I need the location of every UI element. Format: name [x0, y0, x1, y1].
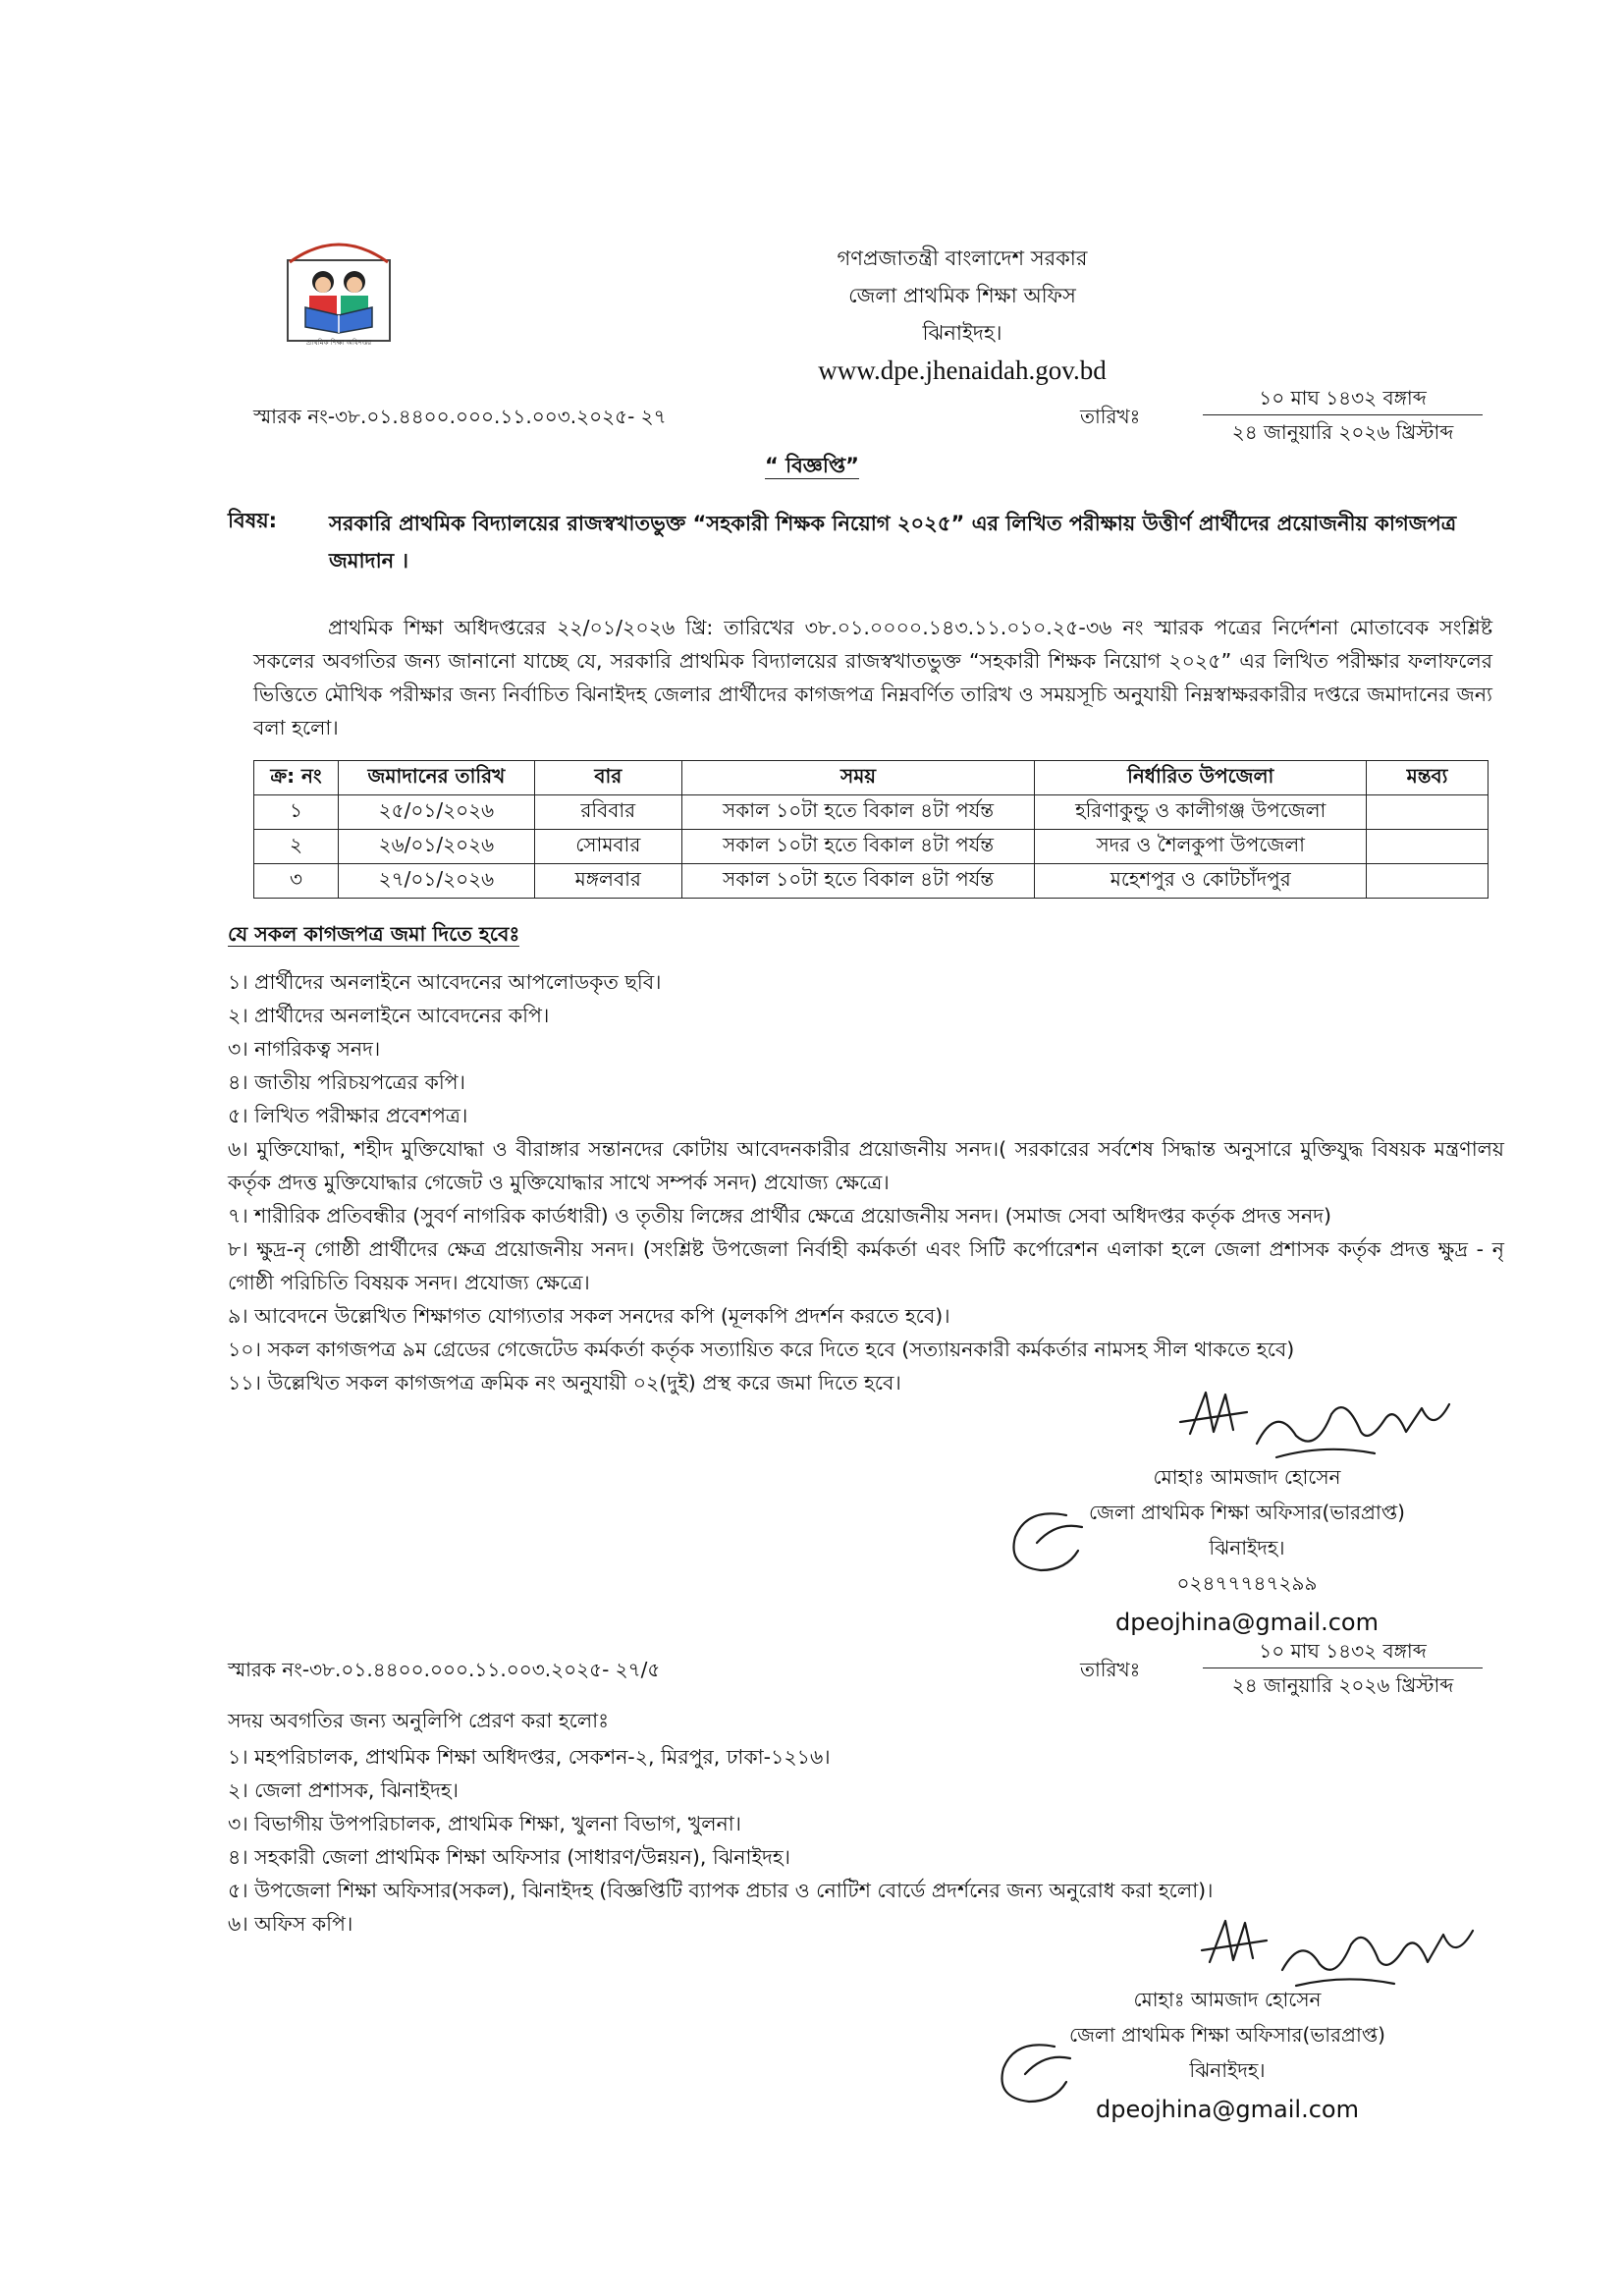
body-paragraph: প্রাথমিক শিক্ষা অধিদপ্তরের ২২/০১/২০২৬ খ্রি: তারিখের ৩৮.০১.০০০০.১৪৩.১১.০১০.২৫-৩৬ নং স্মারক পত্রের নির্দেশনা মোতাবেক সংশ্লিষ্ট সকলের অবগতির জন্য জানানো যাচ্ছে যে, সরকারি প্রাথমিক বিদ্যালয়ের রাজস্বখাতভুক্ত “সহকারী শিক্ষক নিয়োগ ২০২৫” এর লিখিত পরীক্ষার ফলাফলের ভিত্তিতে মৌখিক পরীক্ষার জন্য নির্বাচিত ঝিনাইদহ জেলার প্রার্থীদের কাগজপত্র নিম্নবর্ণিত তারিখ ও সময়সূচি অনুযায়ী নিম্নস্বাক্ষরকারীর দপ্তরে জমাদানের জন্য বলা হলো।	[253, 616, 1492, 739]
list-item: ৯। আবেদনে উল্লেখিত শিক্ষাগত যোগ্যতার সকল সনদের কপি (মূলকপি প্রদর্শন করতে হবে)।	[228, 1304, 950, 1328]
cell-time: সকাল ১০টা হতে বিকাল ৪টা পর্যন্ত	[681, 864, 1035, 899]
list-item: ৬। অফিস কপি।	[228, 1912, 353, 1936]
cell-remarks	[1367, 830, 1489, 864]
office-website: www.dpe.jhenaidah.gov.bd	[818, 355, 1107, 385]
table-row	[254, 864, 1489, 899]
list-item: ৪। সহকারী জেলা প্রাথমিক শিক্ষা অফিসার (সাধারণ/উন্নয়ন), ঝিনাইদহ।	[228, 1845, 790, 1869]
cell-upazila: মহেশপুর ও কোটচাঁদপুর	[1035, 864, 1367, 899]
government-name: গণপ্রজাতন্ত্রী বাংলাদেশ সরকার	[837, 246, 1088, 270]
office-header	[687, 240, 1237, 389]
header-upazila: নির্ধারিত উপজেলা	[1035, 761, 1367, 795]
date-label: তারিখঃ	[1080, 405, 1141, 428]
date-bangla: ১০ মাঘ ১৪৩২ বঙ্গাব্দ	[1203, 381, 1483, 415]
subject-label: বিষয়:	[228, 509, 278, 532]
cell-serial: ২	[254, 830, 339, 864]
cell-day: মঙ্গলবার	[534, 864, 681, 899]
cell-remarks	[1367, 864, 1489, 899]
office-name: জেলা প্রাথমিক শিক্ষা অফিস	[848, 284, 1076, 307]
list-item: ১০। সকল কাগজপত্র ৯ম গ্রেডের গেজেটেড কর্মকর্তা কর্তৃক সত্যায়িত করে দিতে হবে (সত্যায়নকারী কর্মকর্তার নামসহ সীল থাকতে হবে)	[228, 1338, 1295, 1361]
notice-title	[0, 450, 1624, 484]
list-item: ৫। উপজেলা শিক্ষা অফিসার(সকল), ঝিনাইদহ (বিজ্ঞপ্তিটি ব্যাপক প্রচার ও নোটিশ বোর্ডে প্রদর্শনের জন্য অনুরোধ করা হলো)।	[228, 1879, 1214, 1902]
list-item: ৩। নাগরিকত্ব সনদ।	[228, 1037, 381, 1061]
header-time: সময়	[681, 761, 1035, 795]
table-row	[254, 830, 1489, 864]
memo-date	[1203, 381, 1483, 449]
cell-day: রবিবার	[534, 795, 681, 830]
list-item: ৫। লিখিত পরীক্ষার প্রবেশপত্র।	[228, 1104, 468, 1127]
list-item: ১। প্রার্থীদের অনলাইনে আবেদনের আপলোডকৃত ছবি।	[228, 970, 662, 994]
schedule-table	[253, 760, 1489, 899]
documents-list	[228, 965, 1504, 1399]
signatory-place-2: ঝিনাইদহ।	[1189, 2058, 1266, 2082]
cell-time: সকাল ১০টা হতে বিকাল ৪টা পর্যন্ত	[681, 795, 1035, 830]
documents-heading	[228, 919, 519, 953]
memo-date-2	[1203, 1634, 1483, 1702]
office-location: ঝিনাইদহ।	[922, 321, 1002, 345]
cell-upazila: সদর ও শৈলকুপা উপজেলা	[1035, 830, 1367, 864]
signatory-designation: জেলা প্রাথমিক শিক্ষা অফিসার(ভারপ্রাপ্ত)	[1089, 1501, 1405, 1524]
header-day: বার	[534, 761, 681, 795]
cell-time: সকাল ১০টা হতে বিকাল ৪টা পর্যন্ত	[681, 830, 1035, 864]
children-reading-logo-icon	[280, 231, 398, 349]
cell-day: সোমবার	[534, 830, 681, 864]
header-date: জমাদানের তারিখ	[338, 761, 534, 795]
body-paragraph-block	[253, 611, 1492, 744]
header-remarks: মন্তব্য	[1367, 761, 1489, 795]
cell-date: ২৬/০১/২০২৬	[338, 830, 534, 864]
documents-heading-text: যে সকল কাগজপত্র জমা দিতে হবেঃ	[228, 922, 520, 946]
signature-block-1	[1041, 1459, 1453, 1644]
cell-date: ২৭/০১/২০২৬	[338, 864, 534, 899]
cell-upazila: হরিণাকুন্ডু ও কালীগঞ্জ উপজেলা	[1035, 795, 1367, 830]
dpe-logo	[280, 231, 398, 349]
schedule-header-row	[254, 761, 1489, 795]
signatory-name: মোহাঃ আমজাদ হোসেন	[1153, 1465, 1341, 1489]
subject-text: সরকারি প্রাথমিক বিদ্যালয়ের রাজস্বখাতভুক্ত “সহকারী শিক্ষক নিয়োগ ২০২৫” এর লিখিত পরীক্ষায় উত্তীর্ণ প্রার্থীদের প্রয়োজনীয় কাগজপত্র জমাদান ।	[329, 512, 1457, 573]
signatory-designation-2: জেলা প্রাথমিক শিক্ষা অফিসার(ভারপ্রাপ্ত)	[1069, 2023, 1385, 2047]
signatory-email: dpeojhina@gmail.com	[1115, 1609, 1379, 1636]
signatory-place: ঝিনাইদহ।	[1209, 1536, 1285, 1559]
date-bangla-2: ১০ মাঘ ১৪৩২ বঙ্গাব্দ	[1203, 1634, 1483, 1668]
memo-reference-2: স্মারক নং-৩৮.০১.৪৪০০.০০০.১১.০০৩.২০২৫- ২৭/৫	[228, 1658, 661, 1681]
list-item: ৩। বিভাগীয় উপপরিচালক, প্রাথমিক শিক্ষা, খুলনা বিভাগ, খুলনা।	[228, 1812, 742, 1835]
date-english-2: ২৪ জানুয়ারি ২০২৬ খ্রিস্টাব্দ	[1231, 1673, 1454, 1697]
cell-date: ২৫/০১/২০২৬	[338, 795, 534, 830]
cell-serial: ৩	[254, 864, 339, 899]
list-item: ৪। জাতীয় পরিচয়পত্রের কপি।	[228, 1070, 465, 1094]
list-item: ৭। শারীরিক প্রতিবন্ধীর (সুবর্ণ নাগরিক কার্ডধারী) ও তৃতীয় লিঙ্গের প্রার্থীর ক্ষেত্রে প্রয়োজনীয় সনদ। (সমাজ সেবা অধিদপ্তর কর্তৃক প্রদত্ত সনদ)	[228, 1204, 1332, 1228]
list-item: ১। মহপরিচালক, প্রাথমিক শিক্ষা অধিদপ্তর, সেকশন-২, মিরপুর, ঢাকা-১২১৬।	[228, 1745, 831, 1769]
list-item: ২। জেলা প্রশাসক, ঝিনাইদহ।	[228, 1778, 459, 1802]
cell-serial: ১	[254, 795, 339, 830]
list-item: ২। প্রার্থীদের অনলাইনে আবেদনের কপি।	[228, 1004, 550, 1027]
notice-title-text: “ বিজ্ঞপ্তি”	[765, 454, 859, 477]
logo-caption: প্রাথমিক শিক্ষা অধিদপ্তর	[305, 339, 372, 347]
list-item: ১১। উল্লেখিত সকল কাগজপত্র ক্রমিক নং অনুযায়ী ০২(দুই) প্রস্থ করে জমা দিতে হবে।	[228, 1371, 901, 1394]
copy-heading: সদয় অবগতির জন্য অনুলিপি প্রেরণ করা হলোঃ	[228, 1709, 610, 1732]
signatory-name-2: মোহাঃ আমজাদ হোসেন	[1133, 1988, 1322, 2011]
date-english: ২৪ জানুয়ারি ২০২৬ খ্রিস্টাব্দ	[1231, 420, 1454, 444]
signatory-phone: ০২৪৭৭৭৪৭২৯৯	[1176, 1571, 1318, 1595]
signature-block-2	[1021, 1982, 1434, 2131]
date-label-2: তারিখঃ	[1080, 1658, 1141, 1681]
list-item: ৬। মুক্তিযোদ্ধা, শহীদ মুক্তিযোদ্ধা ও বীরাঙ্গার সন্তানদের কোটায় আবেদনকারীর প্রয়োজনীয় সনদ।( সরকারের সর্বশেষ সিদ্ধান্ত অনুসারে মুক্তিযুদ্ধ বিষয়ক মন্ত্রণালয় কর্তৃক প্রদত্ত মুক্তিযোদ্ধার গেজেট ও মুক্তিযোদ্ধার সাথে সম্পর্ক সনদ) প্রযোজ্য ক্ষেত্রে।	[228, 1137, 1504, 1194]
table-row	[254, 795, 1489, 830]
header-serial: ক্র: নং	[254, 761, 339, 795]
signatory-email-2: dpeojhina@gmail.com	[1096, 2096, 1359, 2123]
list-item: ৮। ক্ষুদ্র-নৃ গোষ্ঠী প্রার্থীদের ক্ষেত্র প্রয়োজনীয় সনদ। (সংশ্লিষ্ট উপজেলা নির্বাহী কর্মকর্তা এবং সিটি কর্পোরেশন এলাকা হলে জেলা প্রশাসক কর্তৃক প্রদত্ত ক্ষুদ্র - নৃ গোষ্ঠী পরিচিতি বিষয়ক সনদ। প্রযোজ্য ক্ষেত্রে।	[228, 1237, 1504, 1294]
cell-remarks	[1367, 795, 1489, 830]
memo-reference: স্মারক নং-৩৮.০১.৪৪০০.০০০.১১.০০৩.২০২৫- ২৭	[253, 405, 667, 428]
